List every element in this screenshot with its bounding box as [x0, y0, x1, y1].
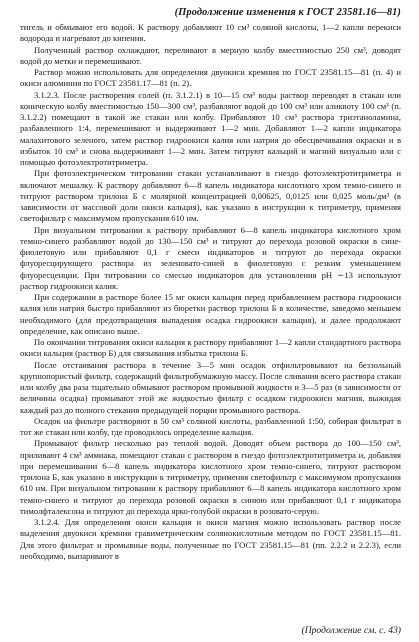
paragraph: По окончании титрования окиси кальция к раствору прибавляют 1—2 капли стандартного раствора окиси кальция (раствор Б) для связывания избытка трилона Б.: [20, 337, 401, 359]
paragraph: Раствор можно использовать для определения двуокиси кремния по ГОСТ 23581.15—81 (п. 4) и окиси алюминия по ГОСТ 23581.17—81 (п. 2).: [20, 67, 401, 89]
paragraph: 3.1.2.3. После растворения солей (п. 3.1.2.1) в 10—15 см³ воды раствор переводят в стакан или коническую колбу вместимостью 150—300 см³, разбавляют водой до 100 см³ или аликвоту 100 см³ (п. 3.1.2.2) помещают в такой же стакан или колбу. Прибавляют 10 см³ раствора триэтаноламина, разбавленного 1:4, перемешивают и выдерживают 1—2 мин. Добавляют 1—2 капли индикатора малахитового зеленого, затем раствор гидроокиси калия или натрия до обесцвечивания окраски и в избыток 10 см³ и снова выдерживают 1—2 мин. Затем титруют кальций и магний визуально или с помощью фотоэлектротитриметра.: [20, 89, 401, 167]
paragraph: После отстаивания раствора в течение 3—5 мин осадок отфильтровывают на беззольный крупнопористый фильтр, содержащий фильтробумажную массу. После сливания всего раствора стакан или колбу два раза тщательно обмывают раствором промывной жидкости и 3—5 раз (в зависимости от величины осадка) промывают этой же жидкостью фильтр с осадком гидроокиси магния, выжидая каждый раз до полного стекания предыдущей порции промывного раствора.: [20, 359, 401, 415]
paragraph: При фотоэлектрическом титровании стакан устанавливают в гнездо фотоэлектротитриметра и включают мешалку. К раствору добавляют 6—8 капель индикатора кислотного хром темно-синего и титруют раствором трилона Б с молярной концентрацией 0,00625, 0,0125 или 0,025 моль/дм³ (в зависимости от массовой доли окиси кальция), как указано в инструкции к титриметру, применяя светофильтр с максимумом пропускания 610 нм.: [20, 168, 401, 224]
page-footer: (Продолжение см. с. 43): [301, 625, 401, 636]
paragraph: 3.1.2.4. Для определения окиси кальция и окиси магния можно использовать раствор после выделения двуокиси кремния гравиметрическим солянокислотным методом по ГОСТ 23581.15—81. Для этого фильтрат и промывные воды, полученные по ГОСТ 23581.15—81 (пп. 2.2.2 и 2.2.3), если необходимо, выпаривают в: [20, 517, 401, 561]
paragraph: тигель и обмывают его водой. К раствору добавляют 10 см³ соляной кислоты, 1—2 капли перекиси водорода и нагревают до кипения.: [20, 22, 401, 44]
paragraph: Промывают фильтр несколько раз теплой водой. Доводят объем раствора до 100—150 см³, приливают 4 см³ аммиака, помещают стакан с раствором в гнездо фотоэлектротитриметра и, добавляя при перемешивании 6—8 капель индикатора кислотного хром темно-синего, титруют раствором трилона Б, как указано в инструкции к титриметру, применяя светофильтр с максимумом пропускания 610 нм. При визуальном титровании к раствору прибавляют 6—8 капель индикатора кислотного хром темно-синего и титруют до перехода розовой окраски в синюю или прибавляют 0,1 г индикатора тимолфталексона и титруют до перехода ярко-голубой окраски в розовато-серую.: [20, 438, 401, 516]
paragraph: Осадок на фильтре растворяют в 50 см³ соляной кислоты, разбавленной 1:50, собирая фильтрат в тот же стакан или колбу, где проводилось определение кальция.: [20, 415, 401, 437]
page-header: (Продолжение изменения к ГОСТ 23581.16—81): [174, 7, 401, 18]
paragraph: При содержании в растворе более 15 мг окиси кальция перед прибавлением раствора гидроокиси калия или натрия быстро прибавляют из бюретки раствор трилона Б в количестве, заведомо меньшем необходимого (для предотвращения выпадения осадка гидроокиси кальция), и далее продолжают определение, как описано выше.: [20, 292, 401, 336]
document-body: [20, 22, 401, 562]
paragraph: Полученный раствор охлаждают, переливают в мерную колбу вместимостью 250 см³, доводят водой до метки и перемешивают.: [20, 44, 401, 66]
paragraph: При визуальном титровании к раствору прибавляют 6—8 капель индикатора кислотного хром темно-синего разбавляют водой до 130—150 см³ и титруют до перехода розовой окраски в сине-фиолетовую или прибавляют 0,1 г смеси индикаторов и титруют до перехода окраски флуоресцирующего раствора из зеленовато-синей в фиолетовую с резким уменьшением флуоресценции. При титровании со смесью индикаторов для установления pH ∼13 используют раствор гидроокиси калия.: [20, 224, 401, 291]
